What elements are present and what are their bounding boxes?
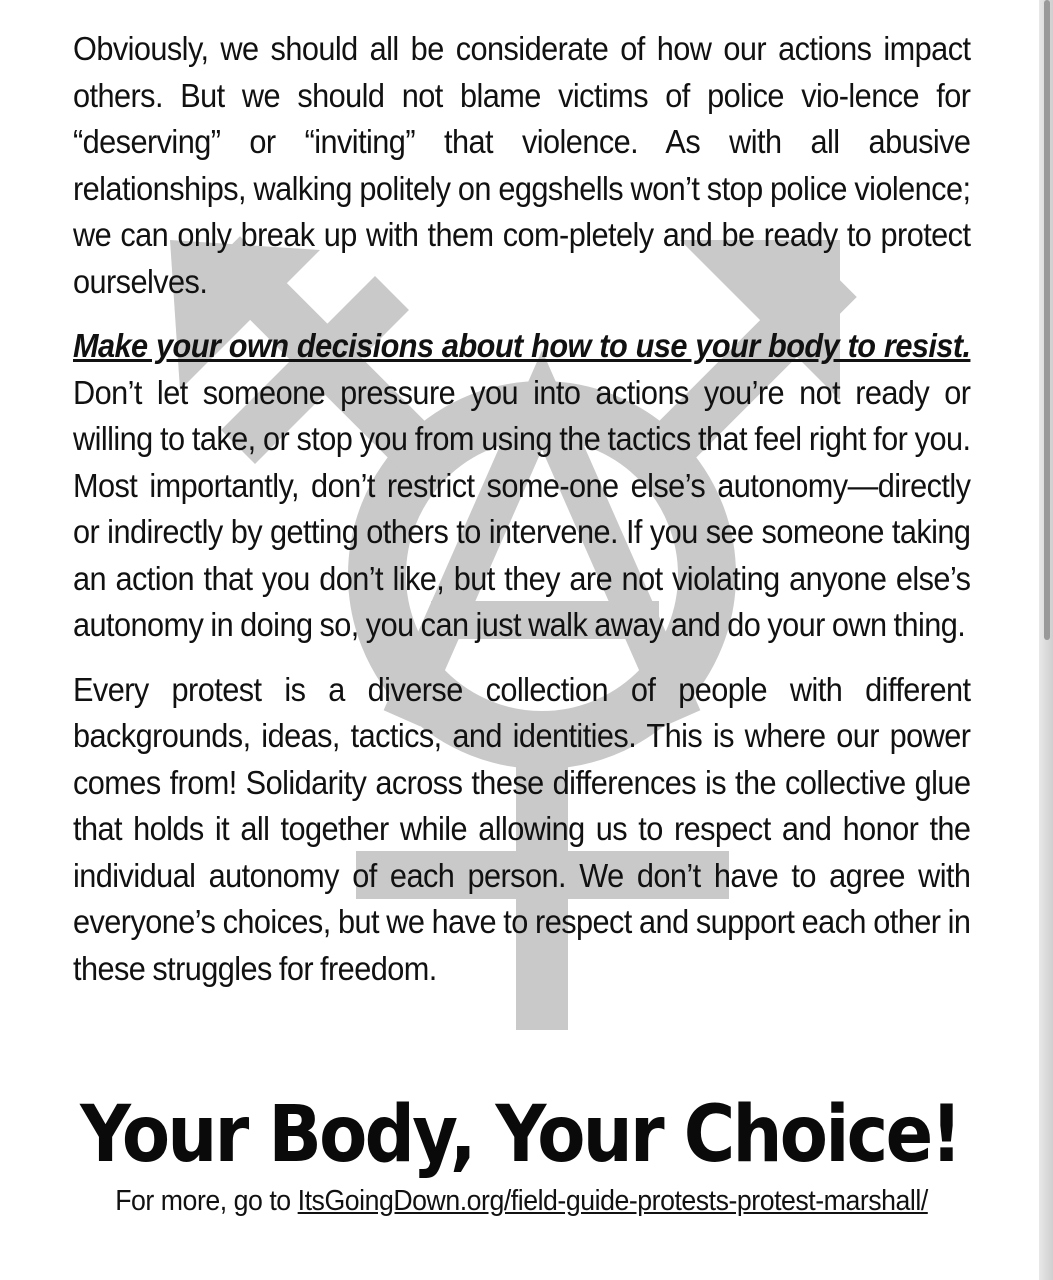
paragraph-body-text: Don’t let someone pressure you into actions you’re not ready or willing to take, or stop you from using the tactics that feel right for you. Most importantly, don’t restrict some-one else’s autonomy—directly or indirectly by getting others to intervene. If you see someone taking an action that you don’t like, but they are not violating anyone else’s autonomy in doing so, you can just walk away and do your own thing. [73,373,971,643]
footer-more-info [42,1185,1002,1218]
source-link[interactable]: ItsGoingDown.org/field-guide-protests-protest-marshall/ [297,1185,928,1217]
paragraph-lead-heading: Make your own decisions about how to use your body to resist. [73,327,971,364]
scrollbar-thumb[interactable] [1044,0,1050,640]
article-body [73,26,970,1010]
paragraph-own-decisions [73,323,970,649]
paragraph-solidarity: Every protest is a diverse collection of people with different backgrounds, ideas, tactics, and identities. This is where our power comes from! Solidarity across these differences is the collective glue that holds it all together while allowing us to respect and honor the individual autonomy of each person. We don’t have to agree with everyone’s choices, but we have to respect and support each other in these struggles for freedom. [73,670,971,987]
headline-title: Your Body, Your Choice! [80,1090,960,1180]
footer-prefix: For more, go to [115,1185,291,1217]
scrollbar-track[interactable] [1039,0,1053,1280]
paragraph-police-violence: Obviously, we should all be considerate of how our actions impact others. But we should not blame victims of police vio-lence for “deserving” or “inviting” that violence. As with all abusive relationships, walking politely on eggshells won’t stop police violence; we can only break up with them com-pletely and be ready to protect ourselves. [73,30,971,300]
